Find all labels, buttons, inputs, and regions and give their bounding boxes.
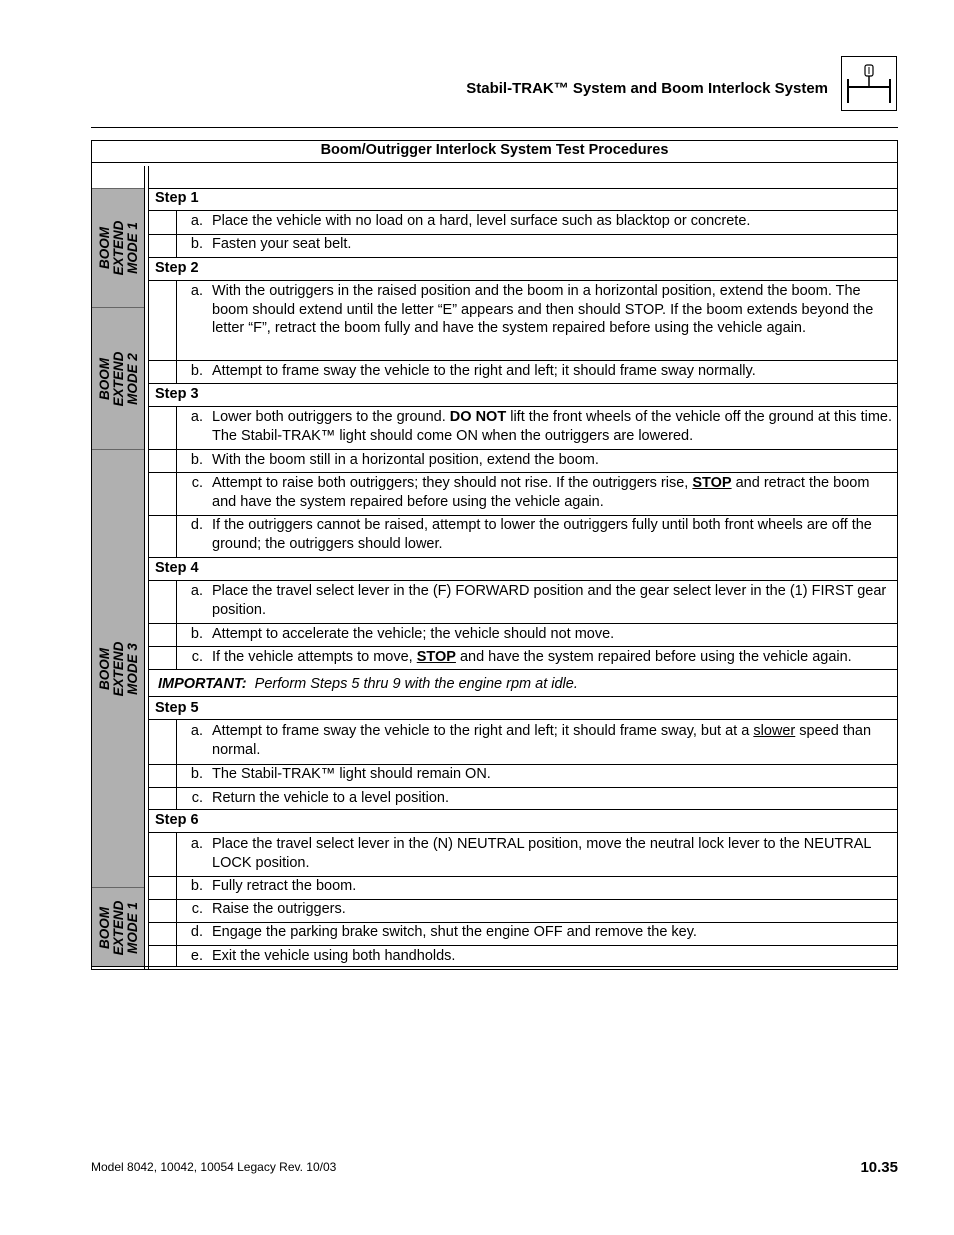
item-text (212, 408, 895, 445)
procedure-table (91, 140, 898, 970)
mode-label-line: BOOM (96, 906, 112, 949)
table-bottom-rule (92, 966, 897, 967)
item-text: Place the vehicle with no load on a hard, level surface such as blacktop or concrete. (212, 213, 751, 229)
section-title: Stabil-TRAK™ System and Boom Interlock System (466, 80, 828, 97)
row-divider (148, 449, 897, 450)
step-item (185, 582, 895, 619)
column-divider (144, 166, 145, 969)
step-item (185, 765, 895, 784)
mode-label-text (98, 351, 140, 406)
item-text: Place the travel select lever in the (N) NEUTRAL position, move the neutral lock lever to the NEUTRAL LOCK position. (212, 836, 871, 871)
row-divider (148, 832, 897, 833)
item-text-part: speed than normal. (212, 723, 872, 758)
letter-column-divider (176, 832, 177, 967)
row-divider (148, 669, 897, 670)
mode-label-line: BOOM (96, 227, 112, 270)
row-divider (148, 360, 897, 361)
mode-label-line: MODE 1 (124, 222, 140, 274)
row-divider (148, 383, 897, 384)
item-text-part: lift the front wheels of the vehicle off the ground at this time. The Stabil-TRAK™ light should come ON when the outriggers are lowered. (212, 409, 892, 444)
page-number: 10.35 (860, 1159, 898, 1176)
item-text: Raise the outriggers. (212, 901, 346, 917)
item-letter: b. (190, 878, 203, 894)
row-divider (148, 280, 897, 281)
step-label: Step 2 (155, 260, 199, 276)
mode-label-boom-extend-2 (92, 307, 145, 449)
step-item (185, 212, 895, 231)
item-text: Fasten your seat belt. (212, 236, 352, 252)
item-text (212, 474, 895, 511)
important-note (158, 675, 578, 693)
letter-column-divider (176, 280, 177, 383)
mode-label-text (98, 900, 140, 955)
mode-label-text (98, 221, 140, 276)
step-item (185, 722, 895, 759)
item-letter: c. (191, 790, 203, 806)
item-text (212, 722, 895, 759)
row-divider (148, 406, 897, 407)
step-label: Step 3 (155, 386, 199, 402)
item-letter: b. (190, 363, 203, 379)
mode-label-boom-extend-1b (92, 887, 145, 967)
item-text: Place the travel select lever in the (F) FORWARD position and the gear select lever in the (1) FIRST gear position. (212, 583, 887, 618)
item-text-part: If the vehicle attempts to move, (212, 649, 417, 665)
letter-column-divider (176, 210, 177, 257)
item-letter: a. (190, 409, 203, 425)
letter-column-divider (176, 580, 177, 669)
mode-label-line: EXTEND (110, 641, 126, 696)
column-divider (148, 166, 149, 969)
row-divider (148, 787, 897, 788)
step-item (185, 877, 895, 896)
row-divider (148, 945, 897, 946)
step-item (185, 947, 895, 966)
row-divider (148, 696, 897, 697)
step-label: Step 1 (155, 190, 199, 206)
item-letter: c. (191, 649, 203, 665)
mode-label-line: BOOM (96, 357, 112, 400)
item-text: If the outriggers cannot be raised, attempt to lower the outriggers fully until both front wheels are off the ground; the outriggers should lower. (212, 517, 872, 552)
step-item (185, 900, 895, 919)
item-text: Exit the vehicle using both handholds. (212, 948, 456, 964)
item-letter: c. (191, 901, 203, 917)
step-item (185, 648, 895, 667)
important-label: IMPORTANT: (158, 676, 247, 692)
item-text-part: Attempt to raise both outriggers; they should not rise. If the outriggers rise, (212, 475, 693, 491)
item-text: Attempt to frame sway the vehicle to the right and left; it should frame sway normally. (212, 363, 756, 379)
mode-label-line: EXTEND (110, 220, 126, 276)
step-item (185, 451, 895, 470)
item-text-part: Attempt to frame sway the vehicle to the right and left; it should frame sway, but at a (212, 723, 754, 739)
step-label: Step 6 (155, 812, 199, 828)
table-title: Boom/Outrigger Interlock System Test Procedures (92, 141, 897, 163)
mode-label-line: MODE 1 (124, 901, 140, 954)
row-divider (148, 188, 897, 189)
step-item (185, 408, 895, 445)
step-item (185, 789, 895, 808)
item-text-part: and have the system repaired before using the vehicle again. (455, 649, 852, 665)
mode-label-line: EXTEND (110, 900, 126, 955)
row-divider (148, 210, 897, 211)
row-divider (148, 623, 897, 624)
item-letter: a. (190, 283, 203, 299)
step-item (185, 235, 895, 254)
mode-label-line: MODE 2 (124, 352, 140, 405)
row-divider (148, 472, 897, 473)
item-letter: a. (190, 583, 203, 599)
item-letter: c. (191, 475, 203, 491)
item-letter: a. (190, 836, 203, 852)
important-text: Perform Steps 5 thru 9 with the engine rpm at idle. (254, 676, 578, 692)
row-divider (148, 557, 897, 558)
mode-label-boom-extend-1 (92, 188, 145, 307)
mode-label-line: MODE 3 (124, 642, 140, 695)
row-divider (148, 646, 897, 647)
letter-column-divider (176, 406, 177, 557)
item-text-part: Lower both outriggers to the ground. (212, 409, 450, 425)
mode-label-line: BOOM (96, 647, 112, 690)
mode-label-line: EXTEND (110, 351, 126, 406)
emphasis-stop: STOP (692, 475, 732, 491)
row-divider (148, 719, 897, 720)
stabil-trak-icon (841, 56, 897, 111)
step-item (185, 282, 895, 338)
step-label: Step 5 (155, 700, 199, 716)
item-letter: b. (190, 626, 203, 642)
footer-model-revision: Model 8042, 10042, 10054 Legacy Rev. 10/03 (91, 1160, 337, 1174)
item-letter: d. (190, 517, 203, 533)
mode-label-boom-extend-3 (92, 449, 145, 887)
step-item (185, 923, 895, 942)
row-divider (148, 580, 897, 581)
mode-label-text (98, 641, 140, 696)
item-text: Return the vehicle to a level position. (212, 790, 449, 806)
item-letter: a. (190, 723, 203, 739)
row-divider (148, 809, 897, 810)
step-item (185, 625, 895, 644)
header-rule (91, 127, 898, 128)
emphasis-stop: STOP (416, 649, 456, 665)
item-letter: b. (190, 236, 203, 252)
letter-column-divider (176, 719, 177, 809)
step-item (185, 362, 895, 381)
item-text (212, 648, 895, 667)
item-letter: b. (190, 766, 203, 782)
item-letter: b. (190, 452, 203, 468)
step-item (185, 835, 895, 872)
row-divider (148, 257, 897, 258)
item-text: Fully retract the boom. (212, 878, 357, 894)
item-letter: d. (190, 924, 203, 940)
item-text: With the outriggers in the raised position and the boom in a horizontal position, extend the boom. The boom should extend until the letter “E” appears and then should STOP. If the boom extends beyond the letter “F”, retract the boom fully and have the system repaired before using the vehicle again. (212, 283, 874, 336)
step-label: Step 4 (155, 560, 199, 576)
step-item (185, 474, 895, 511)
step-item (185, 516, 895, 553)
emphasis-slower: slower (753, 723, 796, 739)
item-text: With the boom still in a horizontal position, extend the boom. (212, 452, 599, 468)
item-letter: a. (190, 213, 203, 229)
item-text: Attempt to accelerate the vehicle; the vehicle should not move. (212, 626, 615, 642)
item-text: Engage the parking brake switch, shut the engine OFF and remove the key. (212, 924, 697, 940)
item-text-part: and retract the boom and have the system repaired before using the vehicle again. (212, 475, 870, 510)
item-letter: e. (190, 948, 203, 964)
item-text: The Stabil-TRAK™ light should remain ON. (212, 766, 491, 782)
emphasis-do-not: DO NOT (449, 409, 507, 425)
